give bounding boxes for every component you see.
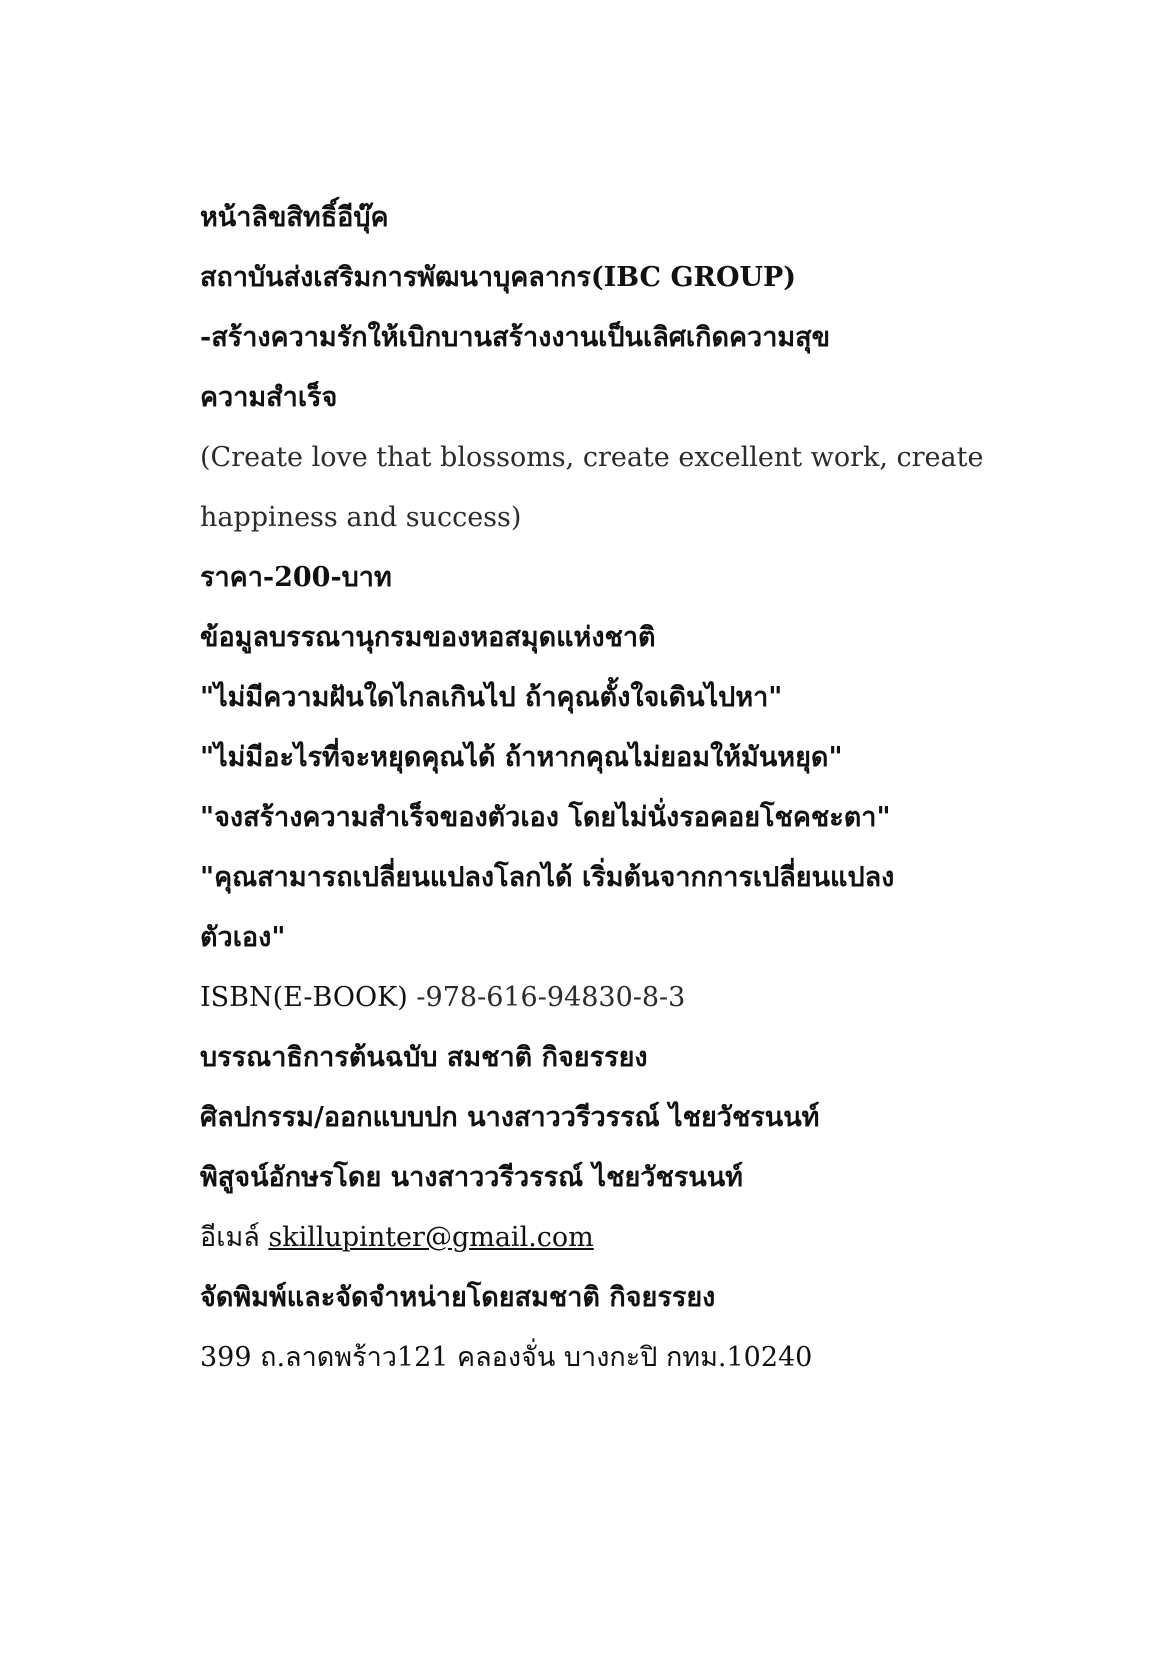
proofreading-credit: พิสูจน์อักษรโดย นางสาววรีวรรณ์ ไชยวัชรนนท์ (200, 1162, 743, 1193)
quote-line: ตัวเอง" (200, 922, 286, 953)
email-line (200, 1208, 1100, 1268)
isbn-line (200, 968, 1100, 1028)
quote-line: "คุณสามารถเปลี่ยนแปลงโลกได้ เริ่มต้นจากการเปลี่ยนแปลง (200, 862, 895, 893)
quote-line: "จงสร้างความสำเร็จของตัวเอง โดยไม่นั่งรอคอยโชคชะตา" (200, 802, 891, 833)
english-slogan-line-1: (Create love that blossoms, create excellent work, create (200, 442, 984, 473)
email-link[interactable]: skillupinter@gmail.com (268, 1222, 594, 1253)
quote-line: "ไม่มีความฝันใดไกลเกินไป ถ้าคุณตั้งใจเดินไปหา" (200, 682, 783, 713)
copyright-content (200, 188, 1100, 1388)
institute-name: สถาบันส่งเสริมการพัฒนาบุคลากร(IBC GROUP) (200, 262, 797, 293)
isbn-value: -978-616-94830-8-3 (416, 982, 686, 1013)
address: 399 ถ.ลาดพร้าว121 คลองจั่น บางกะปิ กทม.10240 (200, 1342, 813, 1373)
slogan-line-2: ความสำเร็จ (200, 382, 338, 413)
editor-credit: บรรณาธิการต้นฉบับ สมชาติ กิจยรรยง (200, 1042, 648, 1073)
slogan-line-1: -สร้างความรักให้เบิกบานสร้างงานเป็นเลิศเกิดความสุข (200, 322, 831, 353)
english-slogan-line-2: happiness and success) (200, 502, 522, 533)
quote-line: "ไม่มีอะไรที่จะหยุดคุณได้ ถ้าหากคุณไม่ยอมให้มันหยุด" (200, 742, 843, 773)
price: ราคา-200-บาท (200, 562, 392, 593)
cover-design-credit: ศิลปกรรม/ออกแบบปก นางสาววรีวรรณ์ ไชยวัชรนนท์ (200, 1102, 820, 1133)
page-title: หน้าลิขสิทธิ์อีบุ๊ค (200, 202, 389, 233)
isbn-label: ISBN(E-BOOK) (200, 982, 408, 1013)
email-label: อีเมล์ (200, 1222, 260, 1253)
catalog-heading: ข้อมูลบรรณานุกรมของหอสมุดแห่งชาติ (200, 622, 656, 653)
publisher-credit: จัดพิมพ์และจัดจำหน่ายโดยสมชาติ กิจยรรยง (200, 1282, 716, 1313)
